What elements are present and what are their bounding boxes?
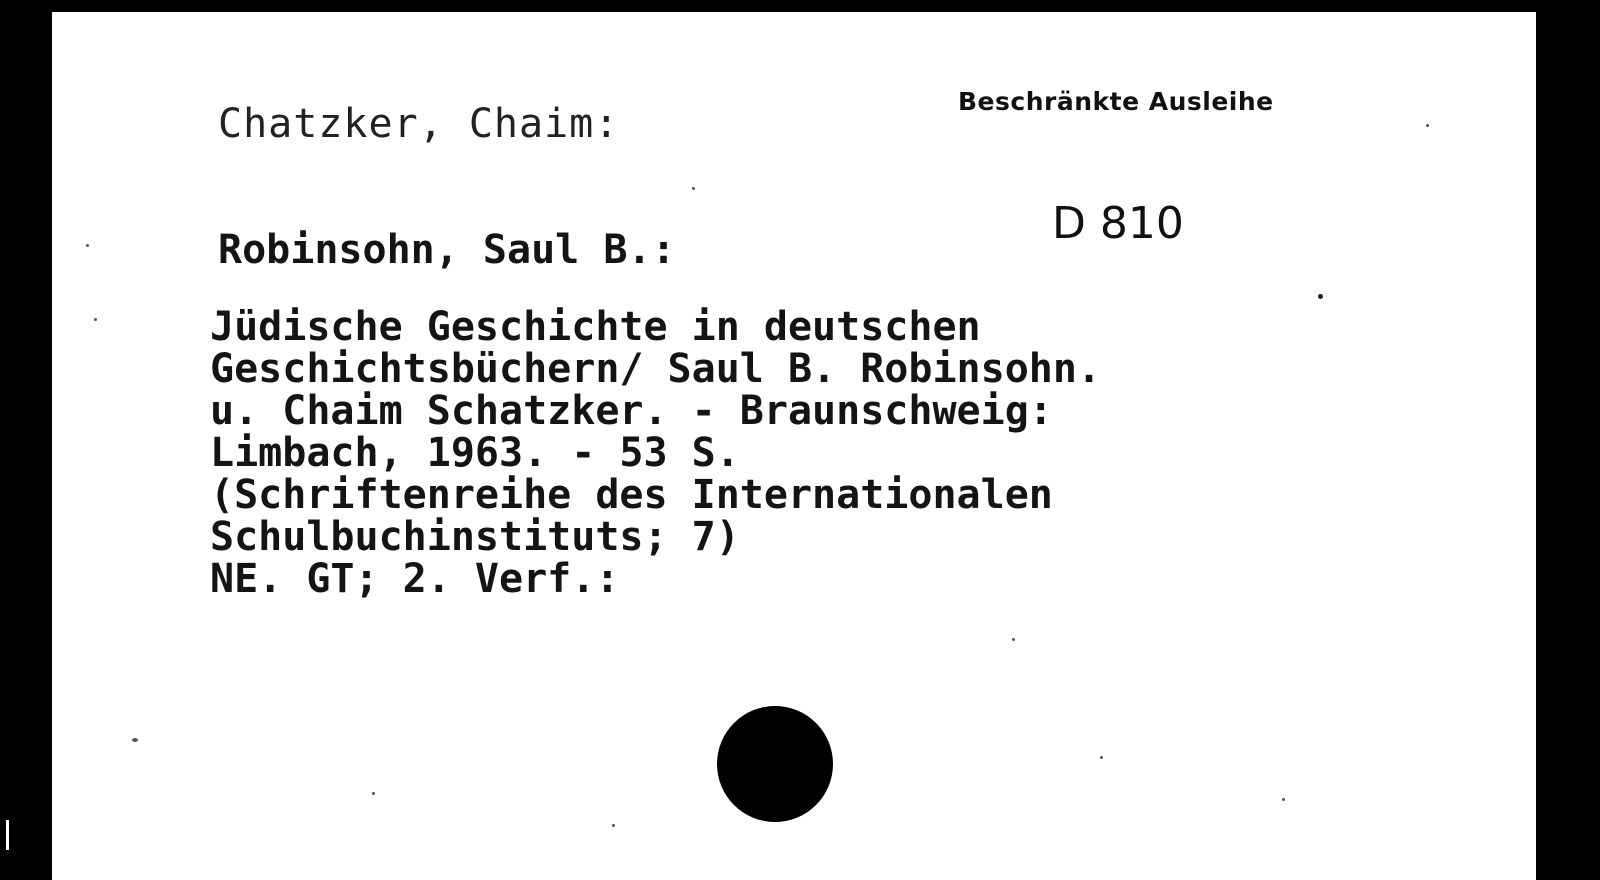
bibliographic-description xyxy=(210,306,1101,600)
scan-speck xyxy=(1318,294,1323,299)
scan-speck xyxy=(692,187,695,190)
description-line: NE. GT; 2. Verf.: xyxy=(210,556,620,602)
scan-speck xyxy=(1012,638,1015,641)
scan-speck xyxy=(1282,798,1285,801)
scan-speck xyxy=(86,244,89,247)
description-line: Jüdische Geschichte in deutschen xyxy=(210,304,981,350)
scan-speck xyxy=(372,792,375,795)
description-line: (Schriftenreihe des Internationalen xyxy=(210,472,1053,518)
description-line: Limbach, 1963. - 53 S. xyxy=(210,430,740,476)
description-line: u. Chaim Schatzker. - Braunschweig: xyxy=(210,388,1053,434)
description-line: Geschichtsbüchern/ Saul B. Robinsohn. xyxy=(210,346,1102,392)
scan-speck xyxy=(94,318,97,321)
catalog-card xyxy=(52,12,1536,880)
scan-speck xyxy=(1100,756,1103,759)
heading-name: Chatzker, Chaim: xyxy=(218,101,620,147)
scan-speck xyxy=(132,738,138,742)
shelfmark: D 810 xyxy=(1052,198,1184,249)
restriction-stamp: Beschränkte Ausleihe xyxy=(958,87,1274,116)
scan-speck xyxy=(1426,124,1429,127)
punch-hole xyxy=(717,706,833,822)
author-line: Robinsohn, Saul B.: xyxy=(218,227,676,273)
scan-edge-mark xyxy=(6,820,9,850)
scan-speck xyxy=(612,824,615,827)
description-line: Schulbuchinstituts; 7) xyxy=(210,514,740,560)
